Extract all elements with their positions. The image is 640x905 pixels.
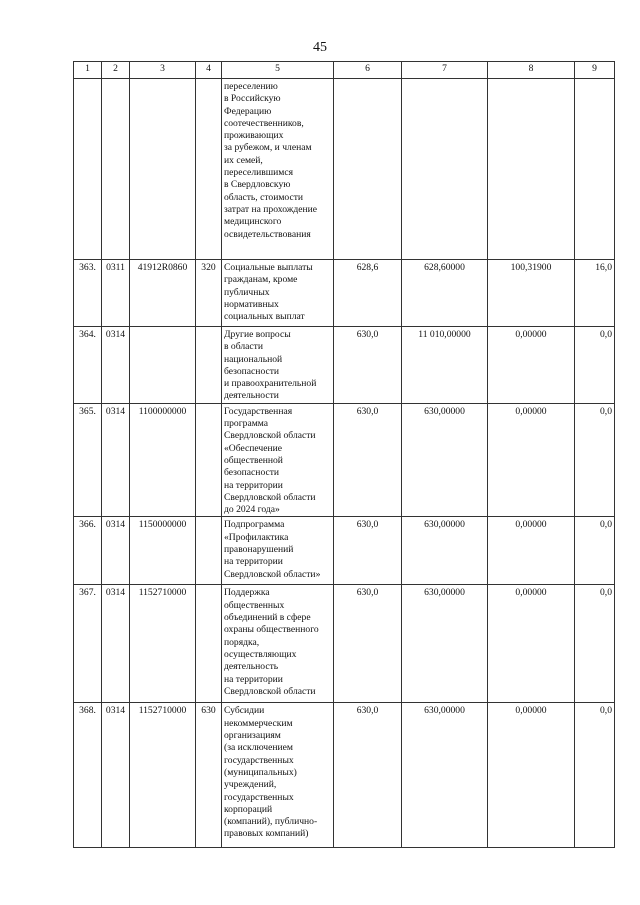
value-col9: 0,0 [575, 703, 615, 848]
value-col8: 0,00000 [488, 403, 575, 517]
value-col8: 100,31900 [488, 260, 575, 327]
value-col8 [488, 79, 575, 260]
item-name-text: Субсидии некоммерческим организациям (за исключением государственных (муниципальных) учреждений, государственных корпораций (компаний), публично- правовых компаний) [224, 705, 318, 840]
target-code: 1100000000 [130, 403, 196, 517]
value-col7: 630,00000 [402, 703, 488, 848]
value-col9: 16,0 [575, 260, 615, 327]
value-col6 [334, 79, 402, 260]
expense-type-code [196, 327, 222, 404]
row-number [74, 79, 102, 260]
header-row [74, 62, 615, 79]
expense-type-code: 320 [196, 260, 222, 327]
header-cell: 9 [575, 62, 615, 79]
item-name-text: Поддержка общественных объединений в сфере охраны общественного порядка, осуществляющих деятельность на территории Свердловской области [224, 587, 319, 697]
value-col8: 0,00000 [488, 517, 575, 585]
table-row [74, 703, 615, 848]
table-row [74, 517, 615, 585]
item-name-text: Социальные выплаты гражданам, кроме публичных нормативных социальных выплат [224, 262, 313, 323]
row-number: 364. [74, 327, 102, 404]
item-name [222, 703, 334, 848]
budget-table [73, 61, 615, 848]
page-number: 45 [313, 40, 327, 55]
header-cell: 5 [222, 62, 334, 79]
table-row [74, 327, 615, 404]
section-code [102, 79, 130, 260]
target-code: 1150000000 [130, 517, 196, 585]
section-code: 0314 [102, 517, 130, 585]
value-col7: 11 010,00000 [402, 327, 488, 404]
item-name [222, 327, 334, 404]
header-cell: 6 [334, 62, 402, 79]
table-row [74, 260, 615, 327]
expense-type-code [196, 585, 222, 703]
value-col8: 0,00000 [488, 327, 575, 404]
expense-type-code [196, 403, 222, 517]
value-col7: 630,00000 [402, 403, 488, 517]
header-cell: 4 [196, 62, 222, 79]
item-name [222, 79, 334, 260]
header-cell: 1 [74, 62, 102, 79]
item-name [222, 403, 334, 517]
value-col6: 630,0 [334, 517, 402, 585]
row-number: 367. [74, 585, 102, 703]
value-col7 [402, 79, 488, 260]
section-code: 0314 [102, 585, 130, 703]
header-cell: 2 [102, 62, 130, 79]
row-number: 363. [74, 260, 102, 327]
item-name [222, 517, 334, 585]
expense-type-code [196, 517, 222, 585]
header-cell: 7 [402, 62, 488, 79]
target-code: 1152710000 [130, 585, 196, 703]
value-col6: 630,0 [334, 703, 402, 848]
table-row [74, 585, 615, 703]
target-code: 41912R0860 [130, 260, 196, 327]
value-col6: 630,0 [334, 585, 402, 703]
value-col9: 0,0 [575, 403, 615, 517]
section-code: 0311 [102, 260, 130, 327]
value-col7: 628,60000 [402, 260, 488, 327]
table-row [74, 403, 615, 517]
value-col6: 630,0 [334, 327, 402, 404]
table-row [74, 79, 615, 260]
item-name [222, 260, 334, 327]
value-col9 [575, 79, 615, 260]
value-col6: 628,6 [334, 260, 402, 327]
section-code: 0314 [102, 403, 130, 517]
value-col7: 630,00000 [402, 517, 488, 585]
value-col8: 0,00000 [488, 703, 575, 848]
target-code [130, 79, 196, 260]
value-col7: 630,00000 [402, 585, 488, 703]
item-name-text: Другие вопросы в области национальной безопасности и правоохранительной деятельности [224, 329, 317, 402]
target-code [130, 327, 196, 404]
row-number: 365. [74, 403, 102, 517]
value-col9: 0,0 [575, 327, 615, 404]
expense-type-code [196, 79, 222, 260]
section-code: 0314 [102, 327, 130, 404]
target-code: 1152710000 [130, 703, 196, 848]
item-name-text: Государственная программа Свердловской области «Обеспечение общественной безопасности на территории Свердловской области до 2024 года» [224, 405, 316, 516]
value-col8: 0,00000 [488, 585, 575, 703]
row-number: 366. [74, 517, 102, 585]
section-code: 0314 [102, 703, 130, 848]
item-name-text: переселению в Российскую Федерацию соотечественников, проживающих за рубежом, и членам их семей, переселившимся в Свердловскую область, стоимости затрат на прохождение медицинского освидетельствования [224, 81, 318, 240]
value-col6: 630,0 [334, 403, 402, 517]
expense-type-code: 630 [196, 703, 222, 848]
item-name [222, 585, 334, 703]
header-cell: 3 [130, 62, 196, 79]
item-name-text: Подпрограмма «Профилактика правонарушений на территории Свердловской области» [224, 519, 321, 580]
value-col9: 0,0 [575, 585, 615, 703]
header-cell: 8 [488, 62, 575, 79]
value-col9: 0,0 [575, 517, 615, 585]
row-number: 368. [74, 703, 102, 848]
